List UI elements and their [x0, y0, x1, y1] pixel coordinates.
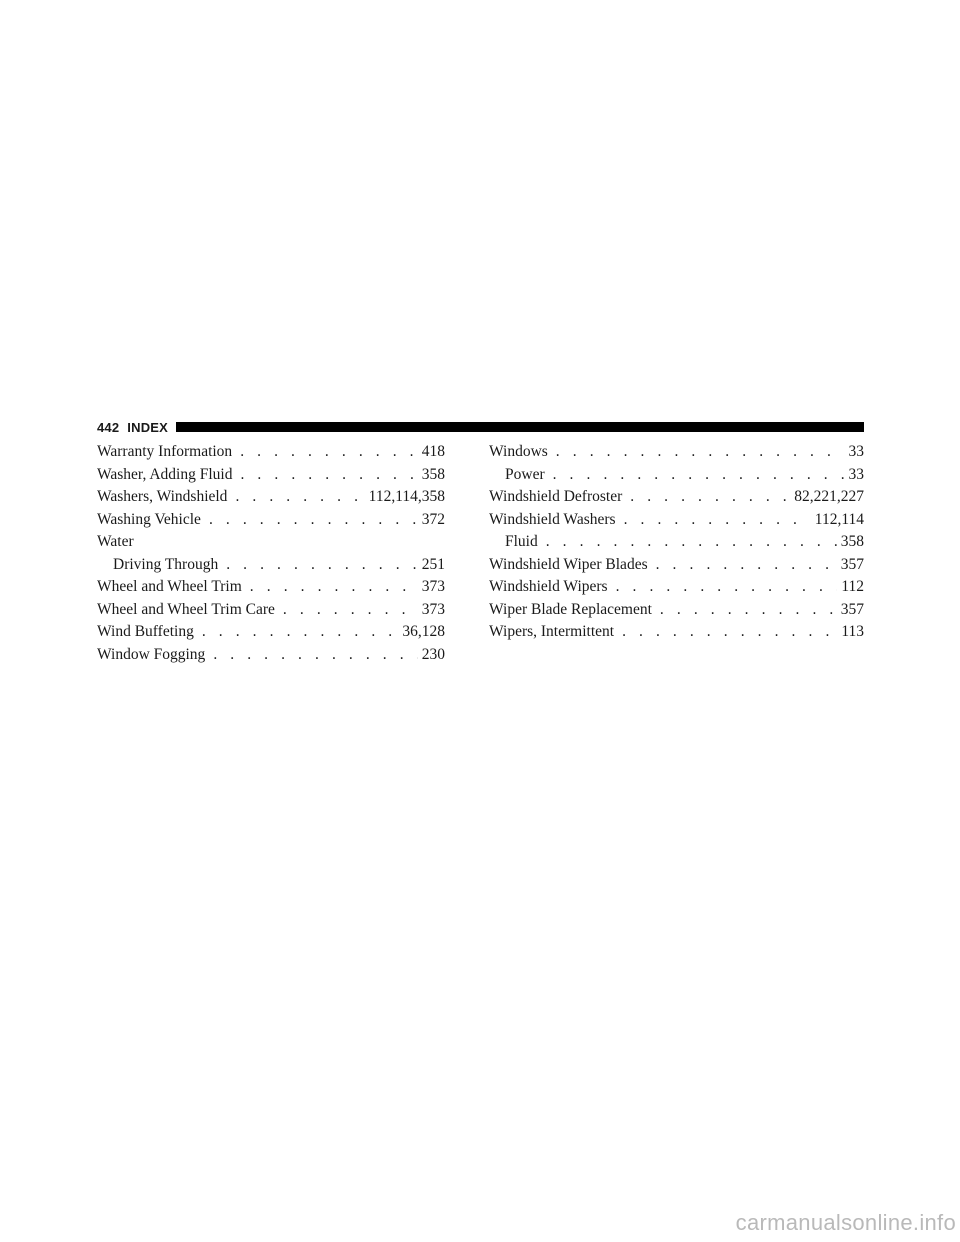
entry-page-ref: 357	[840, 555, 864, 573]
entry-label: Windshield Defroster	[489, 488, 623, 505]
entry-label: Fluid	[505, 533, 538, 550]
entry-page-ref: 358	[840, 533, 864, 550]
entry-page-ref: 230	[421, 645, 445, 663]
dot-leader	[556, 441, 845, 464]
entry-page-ref: 373	[421, 600, 445, 618]
entry-label: Driving Through	[113, 555, 219, 573]
index-entry	[97, 486, 445, 509]
dot-leader	[624, 509, 811, 532]
entry-page-ref: 251	[421, 555, 445, 573]
entry-page-ref: 33	[848, 465, 864, 483]
dot-leader	[616, 576, 838, 599]
index-subentry	[97, 554, 445, 577]
entry-page-ref: 372	[421, 510, 445, 528]
index-entry	[489, 486, 864, 509]
index-entry	[97, 464, 445, 487]
index-entry	[489, 599, 864, 622]
index-entry	[97, 576, 445, 599]
index-entry	[97, 644, 445, 667]
entry-label: Windshield Wipers	[489, 578, 608, 595]
entry-page-ref: 112	[841, 578, 864, 595]
index-entry	[489, 576, 864, 599]
index-entry	[489, 509, 864, 532]
dot-leader	[250, 576, 418, 599]
index-entry	[489, 554, 864, 577]
entry-page-ref: 357	[840, 600, 864, 618]
entry-page-ref: 112,114,358	[368, 488, 445, 505]
entry-label: Wiper Blade Replacement	[489, 600, 652, 618]
dot-leader	[226, 554, 418, 577]
entry-label: Wipers, Intermittent	[489, 623, 615, 640]
index-entry	[97, 509, 445, 532]
dot-leader	[660, 599, 837, 622]
entry-label: Warranty Information	[97, 443, 233, 460]
dot-leader	[622, 621, 837, 644]
dot-leader	[630, 486, 790, 509]
entry-label: Windows	[489, 443, 548, 460]
index-column-right	[489, 441, 864, 644]
page-header	[97, 418, 864, 436]
entry-label: Wheel and Wheel Trim Care	[97, 600, 275, 618]
entry-page-ref: 113	[841, 623, 864, 640]
index-subentry	[489, 464, 864, 487]
index-entry	[97, 599, 445, 622]
dot-leader	[283, 599, 418, 622]
entry-label: Water	[97, 533, 134, 550]
dot-leader	[209, 509, 418, 532]
entry-label: Washing Vehicle	[97, 510, 201, 528]
dot-leader	[240, 464, 417, 487]
entry-page-ref: 373	[421, 578, 445, 595]
dot-leader	[546, 531, 837, 554]
dot-leader	[235, 486, 364, 509]
section-title: INDEX	[127, 419, 169, 435]
entry-page-ref: 358	[421, 465, 445, 483]
entry-page-ref: 112,114	[814, 510, 864, 528]
index-entry	[97, 441, 445, 464]
entry-label: Wind Buffeting	[97, 623, 194, 640]
entry-label: Wheel and Wheel Trim	[97, 578, 242, 595]
dot-leader	[553, 464, 845, 487]
dot-leader	[656, 554, 837, 577]
entry-label: Windshield Wiper Blades	[489, 555, 648, 573]
dot-leader	[240, 441, 418, 464]
entry-label: Washers, Windshield	[97, 488, 228, 505]
dot-leader	[202, 621, 399, 644]
entry-label: Power	[505, 465, 545, 483]
index-entry	[489, 441, 864, 464]
entry-label: Windshield Washers	[489, 510, 616, 528]
index-column-left	[97, 441, 445, 666]
dot-leader	[213, 644, 417, 667]
page-number: 442	[97, 419, 120, 435]
entry-label: Washer, Adding Fluid	[97, 465, 233, 483]
entry-page-ref: 418	[421, 443, 445, 460]
watermark[interactable]: carmanualsonline.info	[735, 1210, 956, 1235]
entry-page-ref: 36,128	[402, 623, 445, 640]
entry-label: Window Fogging	[97, 645, 206, 663]
entry-page-ref: 33	[848, 443, 864, 460]
index-subentry	[489, 531, 864, 554]
header-rule	[176, 422, 864, 432]
index-entry	[97, 531, 445, 554]
entry-page-ref: 82,221,227	[794, 488, 864, 505]
index-entry	[97, 621, 445, 644]
index-entry	[489, 621, 864, 644]
